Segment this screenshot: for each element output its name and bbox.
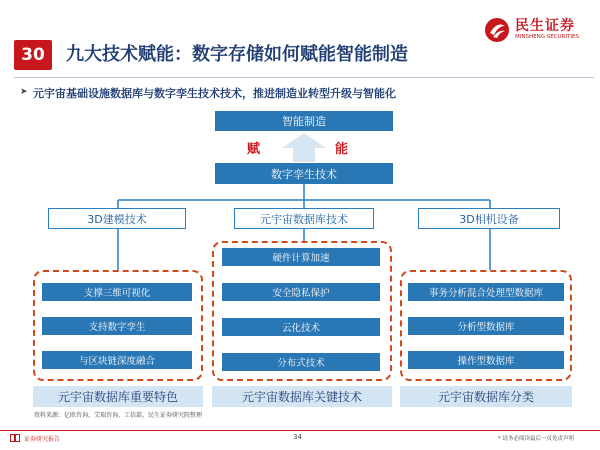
feature-item: 支持数字孪生 (42, 317, 192, 335)
category-item: 分析型数据库 (408, 317, 564, 335)
mid-box-metaverse-db: 元宇宙数据库技术 (234, 208, 374, 229)
header-divider (14, 77, 594, 78)
bullet-arrow-icon: ➤ (20, 87, 28, 97)
category-item: 操作型数据库 (408, 351, 564, 369)
brand-name-cn: 民生证券 (515, 18, 575, 34)
group-label-features: 元宇宙数据库重要特色 (33, 386, 203, 407)
page-number-badge: 30 (14, 40, 52, 70)
source-note: 资料来源：亿欧咨询，艾瑞咨询，工信部，民生证券研究院整理 (34, 412, 203, 419)
group-label-key-tech: 元宇宙数据库关键技术 (212, 386, 392, 407)
key-tech-item: 硬件计算加速 (222, 248, 380, 266)
feature-item: 支撑三维可视化 (42, 283, 192, 301)
subtitle: 元宇宙基础设施数据库与数字孪生技术技术，推进制造业转型升级与智能化 (33, 87, 396, 100)
key-tech-item: 分布式技术 (222, 353, 380, 371)
digital-twin-box: 数字孪生技术 (215, 163, 393, 184)
smart-manufacturing-box: 智能制造 (215, 111, 393, 131)
book-icon (10, 434, 20, 442)
group-label-categories: 元宇宙数据库分类 (400, 386, 572, 407)
key-tech-item: 安全隐私保护 (222, 283, 380, 301)
mid-box-3d-modeling: 3D建模技术 (48, 208, 186, 229)
brand-logo (484, 16, 594, 48)
empower-label-fu: 赋 (247, 142, 261, 157)
footer-disclaimer: * 请务必阅读最后一页免责声明 (498, 436, 574, 442)
key-tech-item: 云化技术 (222, 318, 380, 336)
empower-arrow (282, 133, 326, 162)
brand-name-en: MINSHENG SECURITIES (515, 34, 579, 40)
feature-item: 与区块链深度融合 (42, 351, 192, 369)
category-item: 事务分析混合处理型数据库 (408, 283, 564, 301)
footer-report-label: 证券研究报告 (24, 436, 61, 443)
brand-mark-icon (484, 17, 510, 43)
mid-box-3d-camera: 3D相机设备 (418, 208, 560, 229)
footer-page-number: 34 (293, 433, 302, 441)
empower-label-neng: 能 (335, 142, 349, 157)
page-title: 九大技术赋能：数字存储如何赋能智能制造 (66, 44, 408, 65)
footer-divider (0, 430, 600, 431)
